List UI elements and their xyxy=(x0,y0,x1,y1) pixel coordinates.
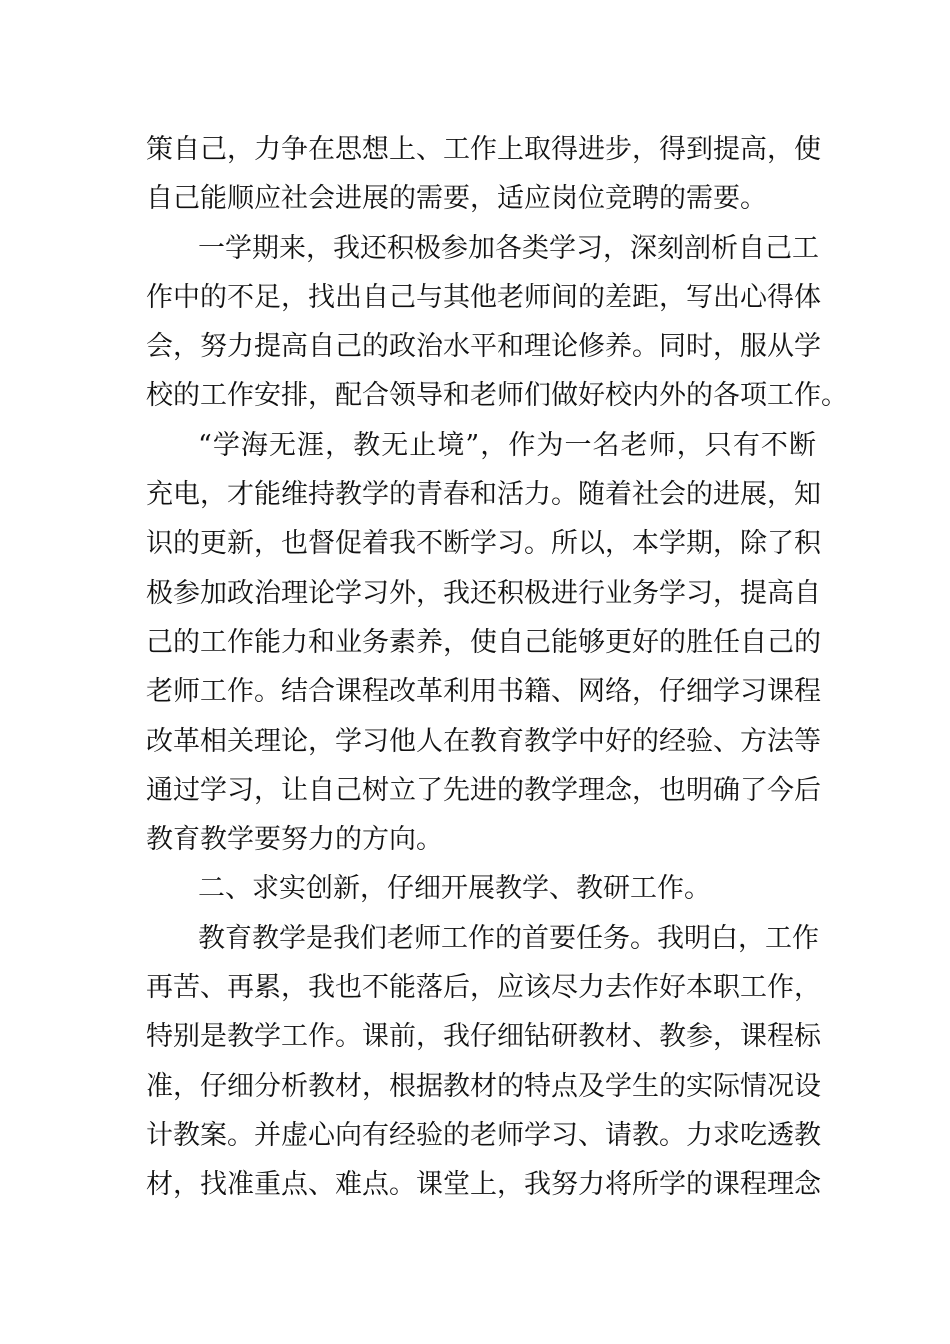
text-line: 识的更新，也督促着我不断学习。所以，本学期，除了积 xyxy=(146,528,821,560)
text-line: 充电，才能维持教学的青春和活力。随着社会的进展，知 xyxy=(146,479,821,511)
text-line: 自己能顺应社会进展的需要，适应岗位竞聘的需要。 xyxy=(146,183,767,215)
text-line: 己的工作能力和业务素养，使自己能够更好的胜任自己的 xyxy=(146,626,821,658)
text-line: 老师工作。结合课程改革利用书籍、网络，仔细学习课程 xyxy=(146,676,821,708)
text-line: 再苦、再累，我也不能落后，应该尽力去作好本职工作， xyxy=(146,972,821,1004)
text-line: 二、求实创新，仔细开展教学、教研工作。 xyxy=(198,873,711,905)
body-text xyxy=(146,125,848,1210)
text-line: 一学期来，我还积极参加各类学习，深刻剖析自己工 xyxy=(198,232,819,264)
text-line: 作中的不足，找出自己与其他老师间的差距，写出心得体 xyxy=(146,281,821,313)
text-line: 准，仔细分析教材，根据教材的特点及学生的实际情况设 xyxy=(146,1070,821,1102)
text-line: 改革相关理论，学习他人在教育教学中好的经验、方法等 xyxy=(146,725,821,757)
text-line: 特别是教学工作。课前，我仔细钻研教材、教参，课程标 xyxy=(146,1021,821,1053)
text-line: 教育教学是我们老师工作的首要任务。我明白，工作 xyxy=(198,922,819,954)
text-line: 计教案。并虚心向有经验的老师学习、请教。力求吃透教 xyxy=(146,1119,821,1151)
text-line: 通过学习，让自己树立了先进的教学理念，也明确了今后 xyxy=(146,774,821,806)
text-line: 材，找准重点、难点。课堂上，我努力将所学的课程理念 xyxy=(146,1169,821,1201)
text-line: 极参加政治理论学习外，我还积极进行业务学习，提高自 xyxy=(146,577,821,609)
text-line: 策自己，力争在思想上、工作上取得进步，得到提高，使 xyxy=(146,134,821,165)
text-line: 教育教学要努力的方向。 xyxy=(146,824,443,856)
text-line: 校的工作安排，配合领导和老师们做好校内外的各项工作。 xyxy=(146,380,848,412)
text-line: “学海无涯，教无止境”，作为一名老师，只有不断 xyxy=(198,429,816,461)
text-line: 会，努力提高自己的政治水平和理论修养。同时，服从学 xyxy=(146,331,821,363)
